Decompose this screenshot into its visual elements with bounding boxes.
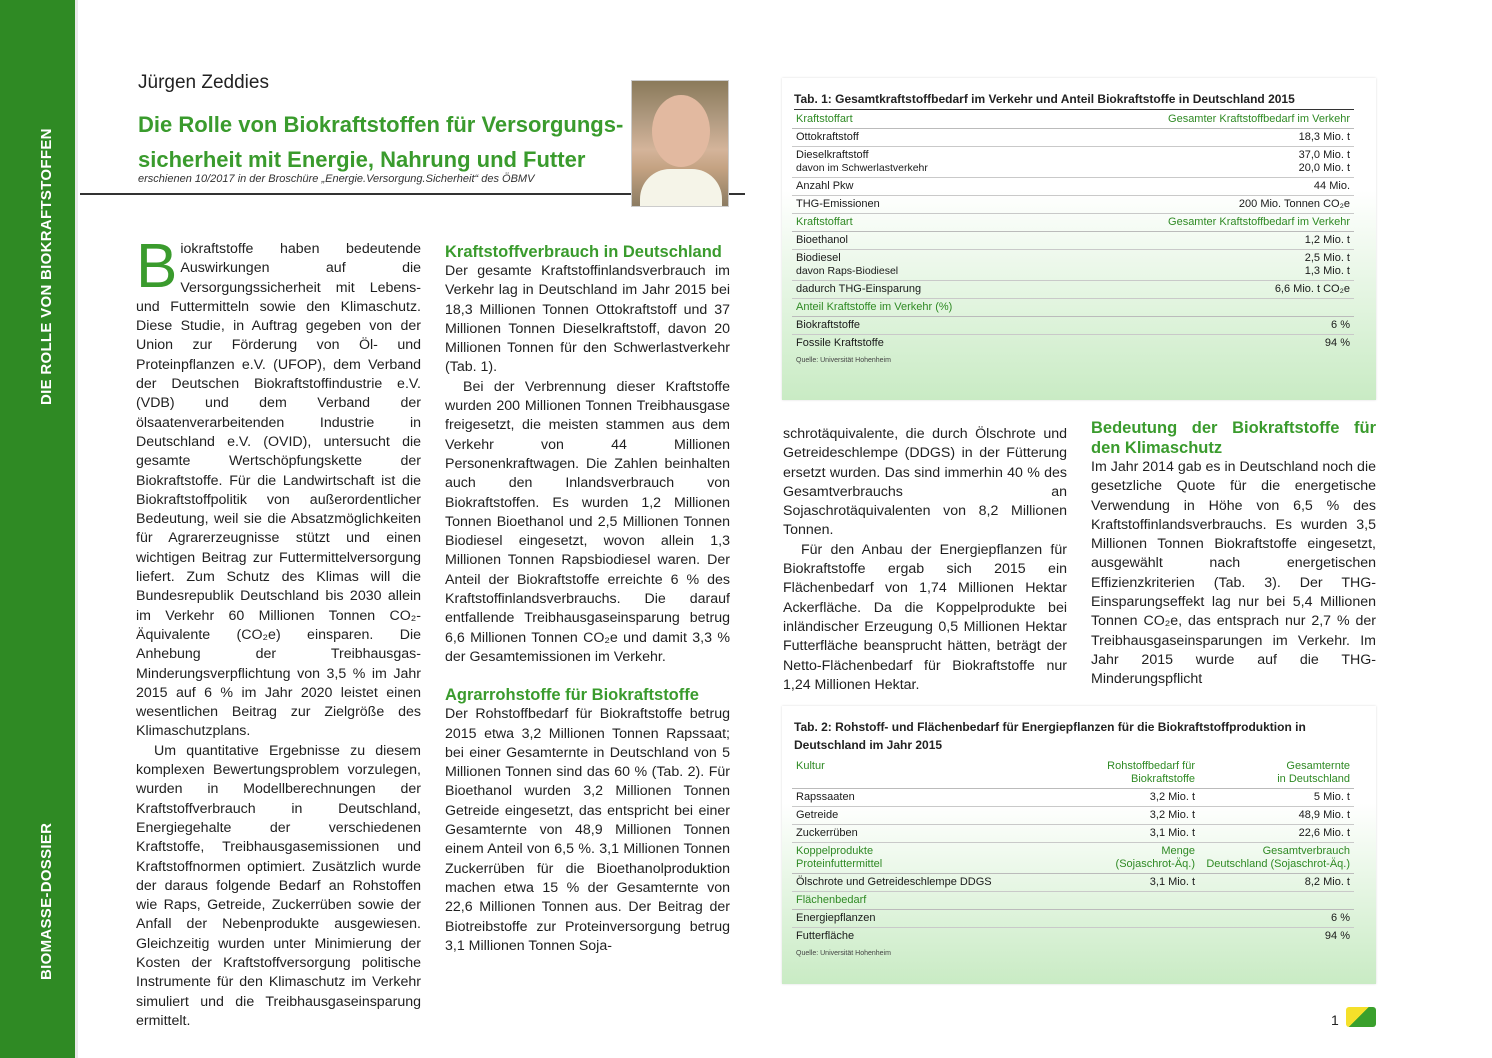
group-label: Kraftstoffart xyxy=(792,111,1030,129)
group-header-line: Gesamtverbrauch xyxy=(1262,845,1350,857)
drop-cap: B xyxy=(136,232,178,301)
table-header-row xyxy=(792,758,1354,789)
table-source-row xyxy=(792,352,1354,369)
row-value: 44 Mio. xyxy=(1030,178,1354,196)
paragraph: Der gesamte Kraftstoffinlandsverbrauch im Verkehr lag in Deutschland im Jahr 2015 bei 18,3 Millionen Tonnen Ottokraftstoff und 37 Millionen Tonnen Dieselkraftstoff, davon 20 Millionen Tonnen für den Schwerlastverkehr (Tab. 1). xyxy=(445,263,730,376)
table-row xyxy=(792,807,1354,825)
row-label: Ottokraftstoff xyxy=(792,129,1030,147)
table-group-header xyxy=(792,214,1354,232)
row-value: 18,3 Mio. t xyxy=(1030,129,1354,147)
table-row xyxy=(792,825,1354,843)
row-value: 48,9 Mio. t xyxy=(1199,807,1354,825)
title-line-2: sicherheit mit Energie, Nahrung und Futter xyxy=(138,147,586,172)
table-row xyxy=(792,178,1354,196)
article-title xyxy=(138,107,628,177)
column-header-line: Biokraftstoffe xyxy=(1131,773,1196,785)
row-value: 94 % xyxy=(1324,337,1350,349)
row-value: 3,2 Mio. t xyxy=(1101,807,1199,825)
group-header-line: Deutschland (Sojaschrot-Äq.) xyxy=(1206,858,1350,870)
author-photo xyxy=(631,80,729,207)
table-row xyxy=(792,317,1354,335)
row-label xyxy=(792,250,1030,281)
table-row xyxy=(792,928,1354,946)
row-value: 94 % xyxy=(1324,930,1350,942)
row-value: 3,1 Mio. t xyxy=(1101,874,1199,892)
intro-paragraph xyxy=(136,232,421,742)
table-row xyxy=(792,910,1354,928)
table-source: Quelle: Universität Hohenheim xyxy=(796,950,891,957)
author-name: Jürgen Zeddies xyxy=(138,72,269,93)
section-heading: Bedeutung der Biokraftstoffe für den Klimaschutz xyxy=(1091,419,1376,457)
row-value: 200 Mio. Tonnen CO₂e xyxy=(1030,196,1354,214)
column-2 xyxy=(445,242,730,956)
sidebar xyxy=(0,0,78,1058)
row-value: 22,6 Mio. t xyxy=(1199,825,1354,843)
group-label-line: Koppelprodukte xyxy=(796,845,874,857)
paragraph: Um quantitative Ergebnisse zu diesem komplexen Bewertungsproblem vorzulegen, wurden in Modellberechnungen der Kraftstoffverbrauch in Deutschland, Energiegehalte der verschiedenen Kraftstoffe, Treibhausgasemissionen und Kraftstoffnormen optimiert. Zusätzlich wurde der daraus folgende Bedarf an Rohstoffen wie Raps, Getreide, Zuckerrüben sowie der Anfall der Nebenprodukte ausgewiesen. Gleichzeitig wurden unter Minimierung der Kosten der Kraftstoffversorgung politische Instrumente für den Klimaschutz im Verkehr simuliert und die Treibhausgaseinsparung ermittelt. xyxy=(136,742,421,1029)
photo-face xyxy=(652,95,710,167)
table-1-grid xyxy=(792,111,1354,369)
row-label: Zuckerrüben xyxy=(792,825,1101,843)
table-source-row xyxy=(792,945,1354,962)
column-header xyxy=(1101,758,1199,789)
group-label: Flächenbedarf xyxy=(792,892,1354,910)
photo-shirt xyxy=(640,169,722,207)
group-label xyxy=(792,843,1101,874)
row-value: 1,2 Mio. t xyxy=(1030,232,1354,250)
row-value: 6 % xyxy=(1030,317,1354,335)
table-group-header xyxy=(792,892,1354,910)
row-value: 6 % xyxy=(1199,910,1354,928)
title-line-1: Die Rolle von Biokraftstoffen für Versorgungs- xyxy=(138,112,624,137)
table-row xyxy=(792,335,1354,353)
publisher-logo-icon xyxy=(1346,1007,1376,1027)
row-value: 8,2 Mio. t xyxy=(1199,874,1354,892)
table-2 xyxy=(782,706,1376,984)
table-2-grid xyxy=(792,758,1354,962)
column-header-line: Gesamternte xyxy=(1286,760,1350,772)
table-row xyxy=(792,874,1354,892)
paragraph: Bei der Verbrennung dieser Kraftstoffe wurden 200 Millionen Tonnen Treibhausgase freigesetzt, die meisten stammen aus dem Verkehr von 44 Millionen Personenkraftwagen. Die Zahlen beinhalten auch den Inlandsverbrauch von Biokraftstoffen. Es wurden 1,2 Millionen Tonnen Bioethanol und 2,5 Millionen Tonnen Biodiesel eingesetzt, wovon allein 1,3 Millionen Tonnen Rapsbiodiesel waren. Der Anteil der Biokraftstoffe erreichte 6 % des Kraftstoffinlandsverbrauchs. Die darauf entfallende Treibhausgaseinsparung betrug 6,6 Millionen Tonnen CO₂e und damit 3,3 % der Gesamtemissionen im Verkehr. xyxy=(445,378,730,665)
row-label: Biokraftstoffe xyxy=(792,317,1030,335)
paragraph: Im Jahr 2014 gab es in Deutschland noch die gesetzliche Quote für die energetische Verwendung in Höhe von 6,5 % des Kraftstoffinlandsverbrauchs. Es wurden 3,5 Millionen Tonnen Biokraftstoffe eingesetzt, ausgewählt nach energetischen Effizienzkriterien (Tab. 3). Der THG-Einsparungseffekt lag nur bei 5,4 Millionen Tonnen CO₂e, das entsprach nur 2,7 % der Treibhausgaseinsparungen im Verkehr. Im Jahr 2015 wurde auf die THG-Minderungspflicht xyxy=(1091,459,1376,688)
group-header-line: Menge xyxy=(1161,845,1196,857)
row-label: THG-Emissionen xyxy=(792,196,1030,214)
table-1 xyxy=(782,78,1376,400)
row-label: Anzahl Pkw xyxy=(792,178,1030,196)
section-heading: Agrarrohstoffe für Biokraftstoffe xyxy=(445,686,699,705)
table-row xyxy=(792,196,1354,214)
row-label xyxy=(792,147,1030,178)
column-4 xyxy=(1091,418,1376,690)
row-label: Energiepflanzen xyxy=(792,910,1101,928)
table-row xyxy=(792,789,1354,807)
row-label: Bioethanol xyxy=(792,232,1030,250)
paragraph: Der Rohstoffbedarf für Biokraftstoffe betrug 2015 etwa 3,2 Millionen Tonnen Rapssaat; bei einer Gesamternte in Deutschland von 5 Millionen Tonnen sind das 60 % (Tab. 2). Für Bioethanol wurden 3,2 Millionen Tonnen Getreide eingesetzt, das entspricht bei einer Gesamternte von 48,9 Millionen Tonnen einem Anteil von 6,5 %. 3,1 Millionen Tonnen Zuckerrüben für die Bioethanolproduktion machen etwa 15 % der Gesamternte von 22,6 Millionen Tonnen aus. Der Beitrag der Biotreibstoffe zur Proteinversorgung betrug 3,1 Millionen Tonnen Soja- xyxy=(445,706,730,954)
row-label: Rapssaaten xyxy=(792,789,1101,807)
column-header-line: Rohstoffbedarf für xyxy=(1107,760,1196,772)
table-group-header xyxy=(792,111,1354,129)
table-caption: Tab. 2: Rohstoff- und Flächenbedarf für Energiepflanzen für die Biokraftstoffproduktion in Deutschland im Jahr 2015 xyxy=(794,720,1306,752)
group-header xyxy=(1199,843,1354,874)
section-heading: Kraftstoffverbrauch in Deutschland xyxy=(445,243,722,261)
row-value-sub: 1,3 Mio. t xyxy=(1304,265,1350,277)
row-value-sub: 20,0 Mio. t xyxy=(1298,162,1350,174)
publication-note: erschienen 10/2017 in der Broschüre „Energie.Versorgung.Sicherheit“ des ÖBMV xyxy=(138,173,535,185)
row-value: 3,1 Mio. t xyxy=(1101,825,1199,843)
column-3 xyxy=(783,425,1067,695)
group-label-line: Proteinfuttermittel xyxy=(796,858,883,870)
row-value-main: 2,5 Mio. t xyxy=(1304,252,1350,264)
row-label: dadurch THG-Einsparung xyxy=(792,281,1030,299)
group-value-header: Gesamter Kraftstoffbedarf im Verkehr xyxy=(1030,111,1354,129)
group-header-line: (Sojaschrot-Äq.) xyxy=(1115,858,1196,870)
group-header xyxy=(1101,843,1199,874)
empty-cell xyxy=(1101,910,1199,928)
group-value-header: Gesamter Kraftstoffbedarf im Verkehr xyxy=(1030,214,1354,232)
column-header-line: in Deutschland xyxy=(1277,773,1350,785)
row-label: Ölschrote und Getreideschlempe DDGS xyxy=(792,874,1101,892)
row-label: Futterfläche xyxy=(796,930,855,942)
table-row xyxy=(792,250,1354,281)
column-header xyxy=(1199,758,1354,789)
column-header: Kultur xyxy=(792,758,1101,789)
paragraph: Für den Anbau der Energiepflanzen für Biokraftstoffe ergab sich 2015 ein Flächenbedarf von 1,74 Millionen Hektar Ackerfläche. Da die Koppelprodukte bei inländischer Erzeugung 0,5 Millionen Hektar Futterfläche beansprucht hätten, beträgt der Netto-Flächenbedarf für Biokraftstoffe nur 1,24 Millionen Hektar. xyxy=(783,541,1067,693)
row-label-main: Dieselkraftstoff xyxy=(796,149,869,161)
row-label-sub: davon im Schwerlastverkehr xyxy=(796,162,928,174)
page-number: 1 xyxy=(1331,1012,1339,1028)
row-label: Fossile Kraftstoffe xyxy=(796,337,884,349)
table-row xyxy=(792,129,1354,147)
row-value: 3,2 Mio. t xyxy=(1101,789,1199,807)
group-label: Anteil Kraftstoffe im Verkehr (%) xyxy=(792,299,1354,317)
table-source: Quelle: Universität Hohenheim xyxy=(796,357,891,364)
row-value: 5 Mio. t xyxy=(1199,789,1354,807)
table-row xyxy=(792,232,1354,250)
column-1 xyxy=(136,232,421,1031)
intro-text: iokraftstoffe haben bedeutende Auswirkungen auf die Versorgungssicherheit mit Lebens- und Futtermitteln sowie den Klimaschutz. Diese Studie, in Auftrag gegeben von der Union zur Förderung von Öl- und Proteinpflanzen e.V. (UFOP), dem Verband der Deutschen Biokraftstoffindustrie e.V. (VDB) und dem Verband der ölsaatenverarbeitenden Industrie in Deutschland e.V. (OVID), untersucht die gesamte Wertschöpfungskette der Biokraftstoffe. Für die Landwirtschaft ist die Biokraftstoffpolitik von außerordentlicher Bedeutung, weil sie die Absatzmöglichkeiten für Agrarerzeugnisse stützt und einen wichtigen Beitrag zur Futtermittelversorgung liefert. Zum Schutz des Klimas will die Bundesrepublik Deutschland bis 2030 allein im Verkehr 60 Millionen Tonnen CO₂-Äquivalente (CO₂e) einsparen. Die Anhebung der Treibhausgas-Minderungsverpflichtung von 3,5 % im Jahr 2015 auf 6 % im Jahr 2020 leistet einen wesentlichen Beitrag zur Zielgröße des Klimaschutzplans. xyxy=(136,241,421,740)
row-label-sub: davon Raps-Biodiesel xyxy=(796,265,899,277)
table-row xyxy=(792,147,1354,178)
row-value xyxy=(1030,147,1354,178)
sidebar-section: BIOMASSE-DOSSIER xyxy=(38,822,55,980)
row-label: Getreide xyxy=(792,807,1101,825)
row-label-main: Biodiesel xyxy=(796,252,841,264)
row-value-main: 37,0 Mio. t xyxy=(1298,149,1350,161)
sidebar-title: DIE ROLLE VON BIOKRAFTSTOFFEN xyxy=(38,128,55,405)
group-label: Kraftstoffart xyxy=(792,214,1030,232)
table-group-header xyxy=(792,299,1354,317)
empty-cell xyxy=(1101,928,1199,946)
row-value: 6,6 Mio. t CO₂e xyxy=(1030,281,1354,299)
paragraph: schrotäquivalente, die durch Ölschrote und Getreideschlempe (DDGS) in der Fütterung ersetzt wurden. Das sind immerhin 40 % des Gesamtverbrauchs an Sojaschrotäquivalenten von 8,2 Millionen Tonnen. xyxy=(783,426,1067,539)
table-group-header xyxy=(792,843,1354,874)
table-caption: Tab. 1: Gesamtkraftstoffbedarf im Verkehr und Anteil Biokraftstoffe in Deutschland 2015 xyxy=(794,90,1354,110)
row-value xyxy=(1030,250,1354,281)
table-row xyxy=(792,281,1354,299)
